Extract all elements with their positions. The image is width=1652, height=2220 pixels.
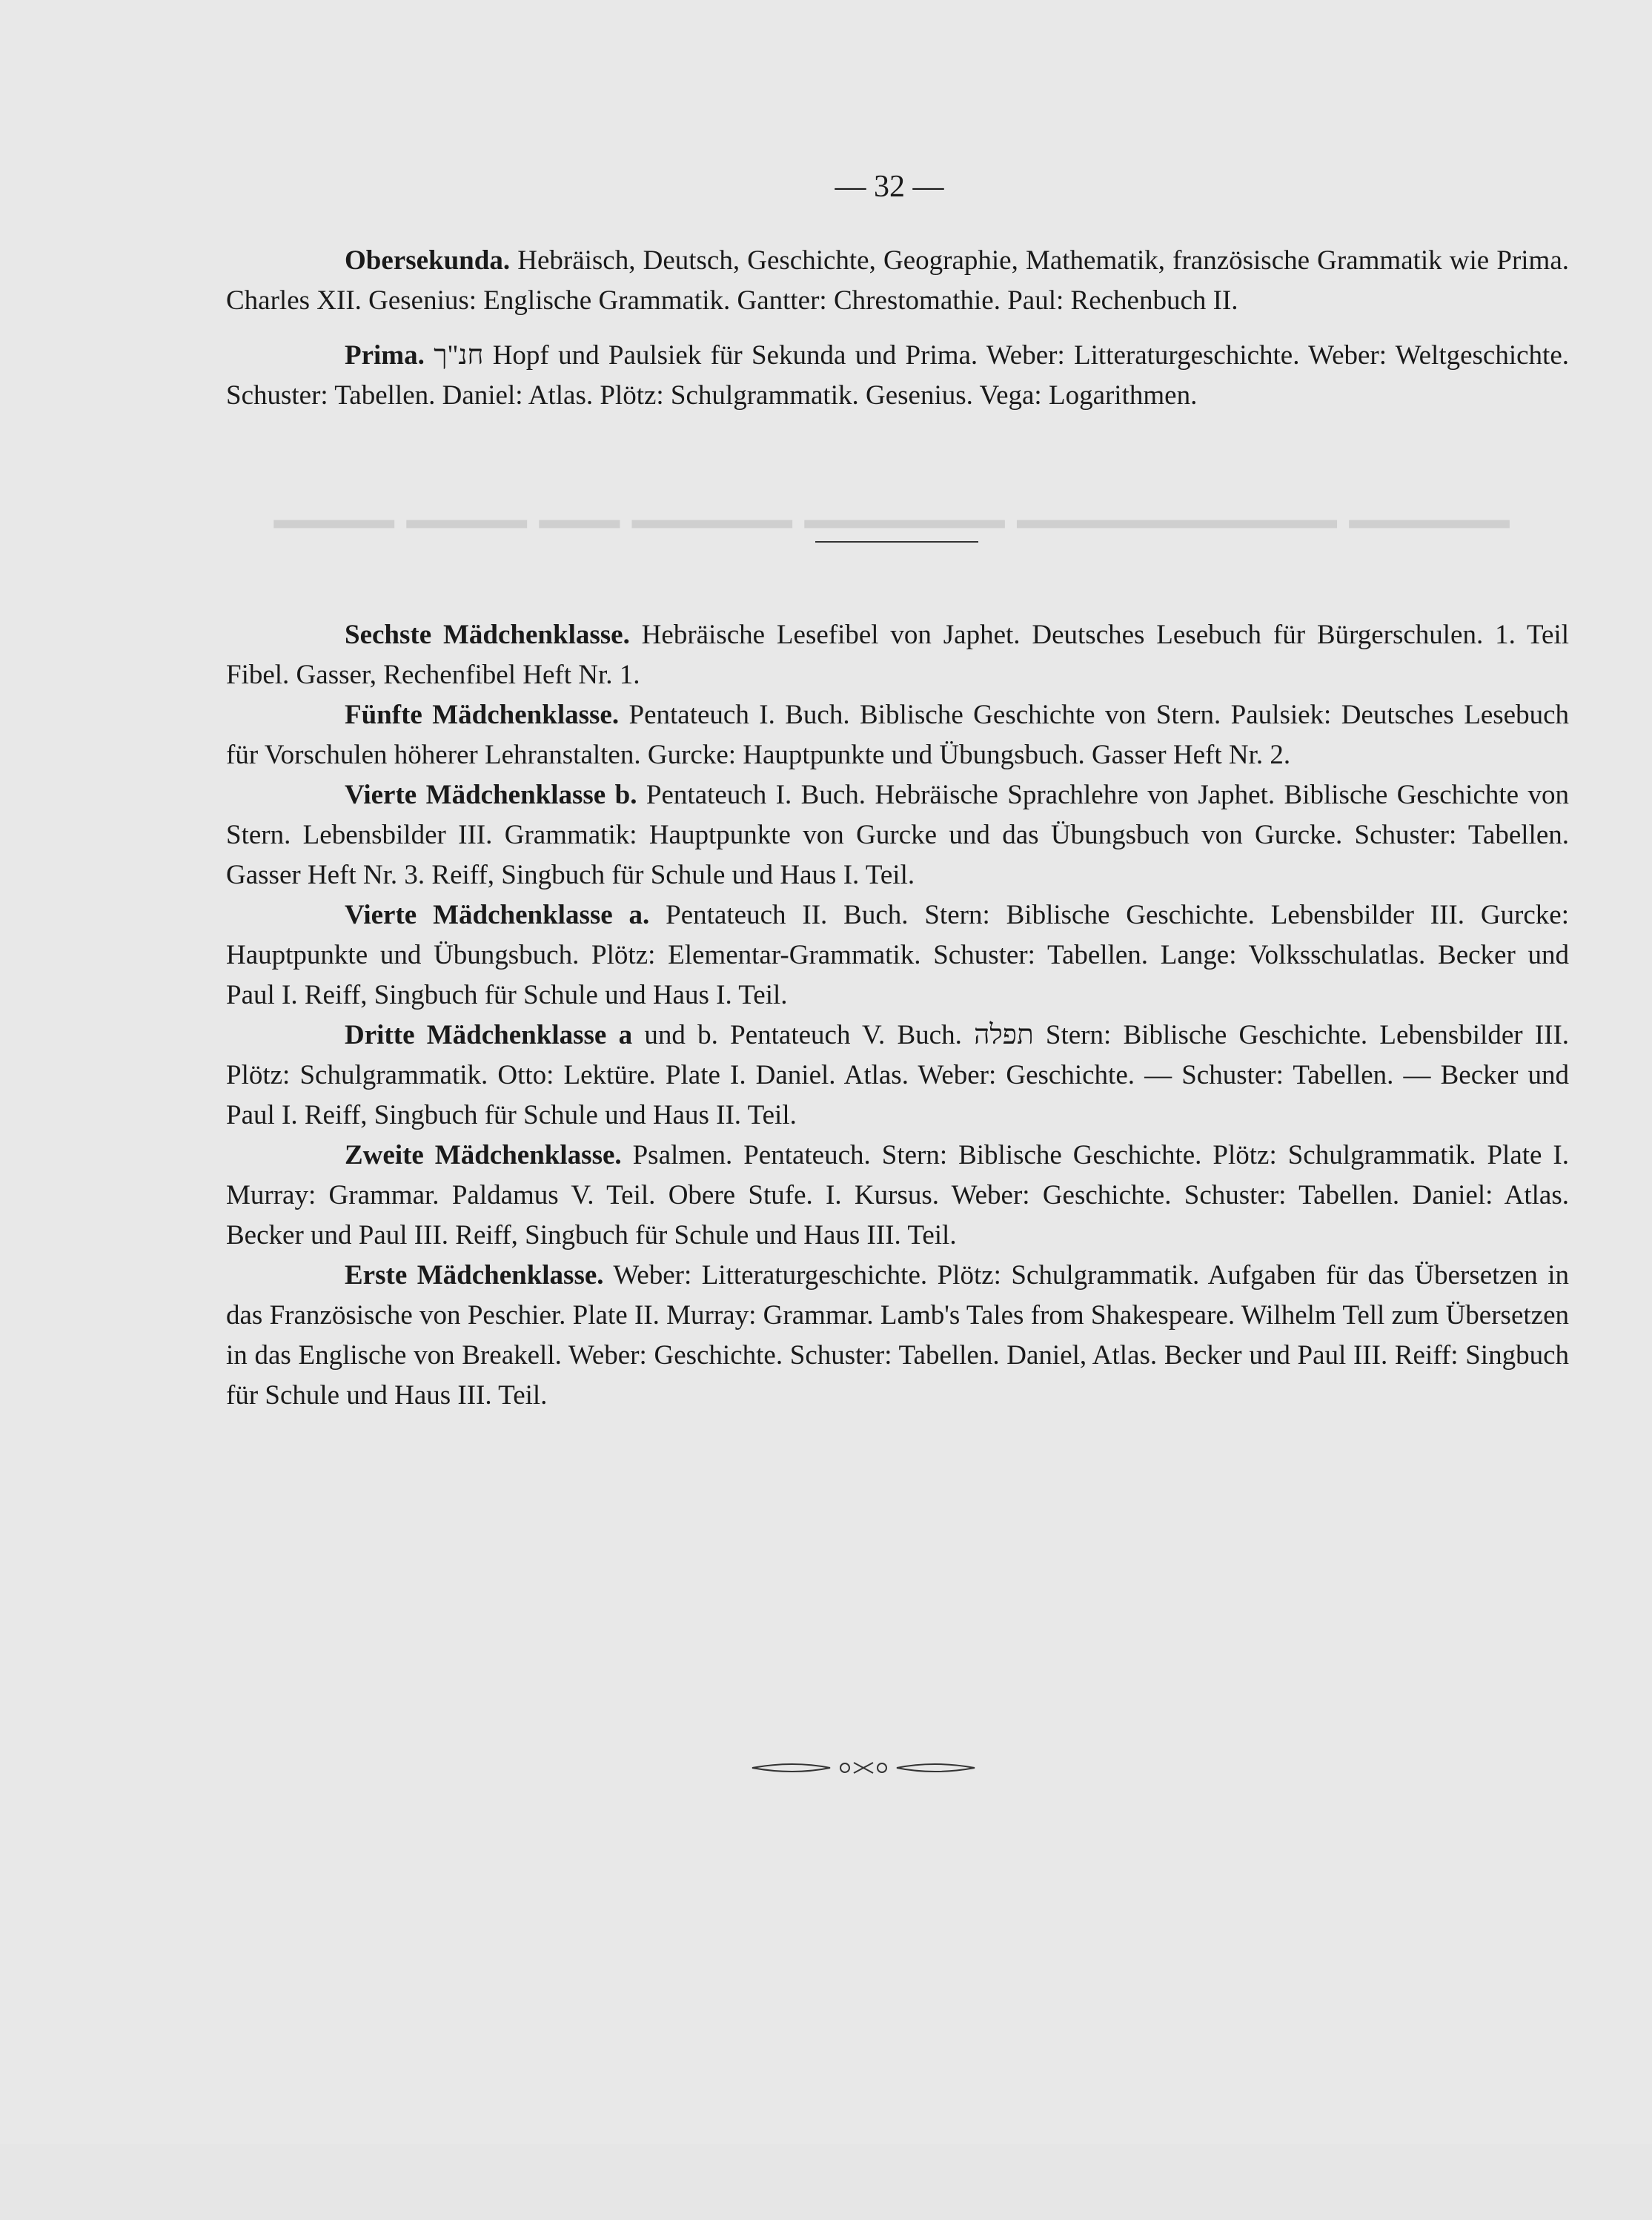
entry-heading: Vierte Mädchenklasse a. bbox=[345, 900, 650, 930]
entry-zweite-maedchenklasse bbox=[226, 1136, 1569, 1256]
entry-text: Pentateuch I. Buch. Biblische Geschichte von Stern. Paulsiek: Deutsches Lesebuch für Vorschulen höherer Lehranstalten. Gurcke: Hauptpunkte und Übungsbuch. Gasser Heft Nr. 2. bbox=[226, 700, 1569, 770]
entry-heading: Prima. bbox=[345, 340, 425, 371]
entry-text: Pentateuch II. Buch. Stern: Biblische Geschichte. Lebensbilder III. Gurcke: Hauptpunkte und Übungsbuch. Plötz: Elementar-Grammatik. Schuster: Tabellen. Lange: Volksschulatlas. Becker und Paul I. Reiff, Singbuch für Schule und Haus I. Teil. bbox=[226, 900, 1570, 1010]
entry-heading: Erste Mädchenklasse. bbox=[345, 1260, 604, 1290]
entry-vierte-maedchenklasse-b bbox=[226, 775, 1569, 895]
girls-classes-section bbox=[226, 615, 1569, 1416]
entry-vierte-maedchenklasse-a bbox=[226, 895, 1569, 1015]
entry-heading: Sechste Mädchenklasse. bbox=[345, 620, 630, 650]
entry-fuenfte-maedchenklasse bbox=[226, 695, 1569, 775]
entry-erste-maedchenklasse bbox=[226, 1256, 1569, 1416]
section-divider bbox=[815, 541, 978, 543]
entry-text: Pentateuch I. Buch. Hebräische Sprachlehre von Japhet. Biblische Geschichte von Stern. Lebensbilder III. Grammatik: Hauptpunkte von Gurcke und das Übungsbuch von Gurcke. Schuster: Tabellen. Gasser Heft Nr. 3. Reiff, Singbuch für Schule und Haus I. Teil. bbox=[226, 780, 1570, 890]
entry-prima bbox=[226, 336, 1569, 416]
upper-classes-section bbox=[226, 241, 1569, 416]
entry-heading: Zweite Mädchenklasse. bbox=[345, 1140, 622, 1170]
page-number: — 32 — bbox=[835, 170, 944, 204]
entry-obersekunda bbox=[226, 241, 1569, 321]
entry-text: Weber: Litteraturgeschichte. Plötz: Schulgrammatik. Aufgaben für das Übersetzen in das Französische von Peschier. Plate II. Murray: Grammar. Lamb's Tales from Shakespeare. Wilhelm Tell zum Übersetzen in das Englische von Breakell. Weber: Geschichte. Schuster: Tabellen. Daniel, Atlas. Becker und Paul III. Reiff: Singbuch für Schule und Haus III. Teil. bbox=[226, 1260, 1569, 1411]
entry-heading: Dritte Mädchenklasse a bbox=[345, 1020, 633, 1050]
entry-heading: Vierte Mädchenklasse b. bbox=[345, 780, 637, 810]
entry-sechste-maedchenklasse bbox=[226, 615, 1569, 695]
entry-text: חנ"ך Hopf und Paulsiek für Sekunda und Prima. Weber: Litteraturgeschichte. Weber: Weltgeschichte. Schuster: Tabellen. Daniel: Atlas. Plötz: Schulgrammatik. Gesenius. Vega: Logarithmen. bbox=[226, 340, 1570, 411]
entry-text: Psalmen. Pentateuch. Stern: Biblische Geschichte. Plötz: Schulgrammatik. Plate I. Murray: Grammar. Paldamus V. Teil. Obere Stufe. I. Kursus. Weber: Geschichte. Schuster: Tabellen. Daniel: Atlas. Becker und Paul III. Reiff, Singbuch für Schule und Haus III. Teil. bbox=[226, 1140, 1569, 1250]
entry-heading-cont: und b. bbox=[644, 1020, 718, 1050]
ornament-divider-icon bbox=[749, 2190, 971, 2220]
entry-heading: Fünfte Mädchenklasse. bbox=[345, 700, 620, 730]
entry-heading: Obersekunda. bbox=[345, 245, 511, 276]
entry-text: Hebräisch, Deutsch, Geschichte, Geographie, Mathematik, französische Grammatik wie Prima. Charles XII. Gesenius: Englische Grammatik. Gantter: Chrestomathie. Paul: Rechenbuch II. bbox=[226, 245, 1569, 316]
entry-text: Pentateuch V. Buch. תפלה Stern: Biblische Geschichte. Lebensbilder III. Plötz: Schulgrammatik. Otto: Lektüre. Plate I. Daniel. Atlas. Weber: Geschichte. — Schuster: Tabellen. — Becker und Paul I. Reiff, Singbuch für Schule und Haus II. Teil. bbox=[226, 1020, 1570, 1130]
entry-text: Hebräische Lesefibel von Japhet. Deutsches Lesebuch für Bürgerschulen. 1. Teil Fibel. Gasser, Rechenfibel Heft Nr. 1. bbox=[226, 620, 1569, 690]
show-through-title: ▁▁▁ ▁▁▁ ▁▁ ▁▁▁▁ ▁▁▁▁▁ ▁▁▁▁▁▁▁▁ ▁▁▁▁ bbox=[274, 470, 1510, 527]
entry-dritte-maedchenklasse bbox=[226, 1015, 1569, 1136]
ornament-flourish-icon bbox=[749, 1757, 978, 1779]
